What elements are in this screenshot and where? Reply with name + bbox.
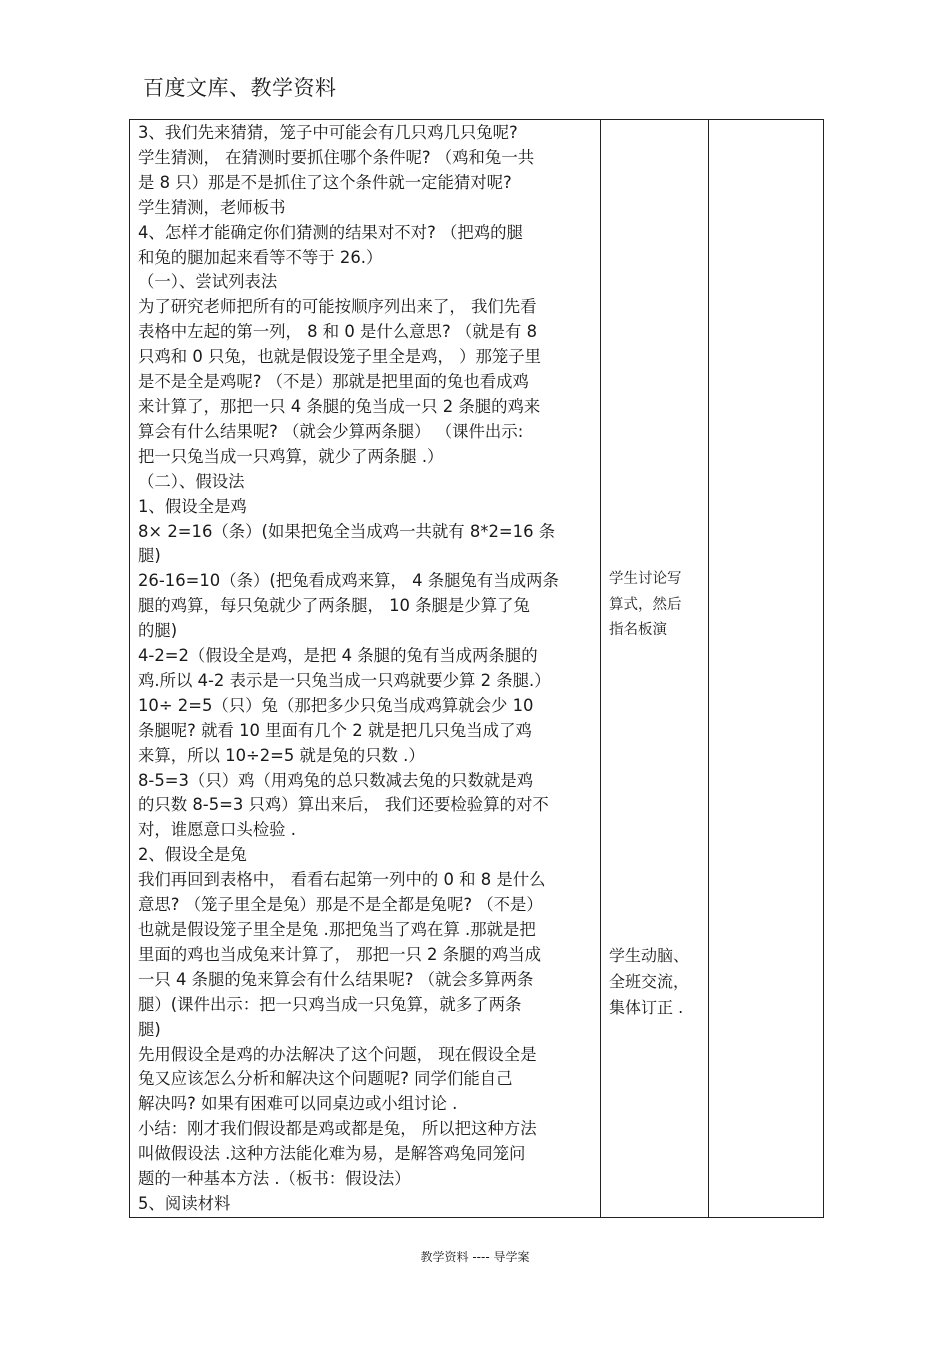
content-line: 腿) xyxy=(138,546,161,566)
content-line: 4、怎样才能确定你们猜测的结果对不对? （把鸡的腿 xyxy=(138,222,523,242)
content-line: （一）、尝试列表法 xyxy=(138,272,278,292)
content-line: 8× 2=16（条）(如果把兔全当成鸡一共就有 8*2=16 条 xyxy=(138,521,556,541)
content-line: 解决吗? 如果有困难可以同桌边或小组讨论 . xyxy=(138,1094,458,1114)
content-line: 算会有什么结果呢? （就会少算两条腿） （课件出示: xyxy=(138,421,524,441)
content-line: 来计算了，那把一只 4 条腿的兔当成一只 2 条腿的鸡来 xyxy=(138,396,541,416)
content-line: 题的一种基本方法 .（板书：假设法） xyxy=(138,1169,411,1189)
note-line: 学生讨论写 xyxy=(609,571,682,587)
content-line: 意思? （笼子里全是兔）那是不是全都是兔呢? （不是） xyxy=(138,895,543,915)
content-line: 学生猜测， 在猜测时要抓住哪个条件呢? （鸡和兔一共 xyxy=(138,147,535,167)
content-line: 鸡.所以 4-2 表示是一只兔当成一只鸡就要少算 2 条腿.） xyxy=(138,670,551,690)
content-line: 5、阅读材料 xyxy=(138,1193,231,1213)
content-line: 26-16=10（条）(把兔看成鸡来算， 4 条腿兔有当成两条 xyxy=(138,571,559,591)
content-line: 我们再回到表格中， 看看右起第一列中的 0 和 8 是什么 xyxy=(138,870,546,890)
student-activity-note-exchange xyxy=(609,943,689,1021)
note-line: 算式，然后 xyxy=(609,596,682,613)
student-activity-note-discussion xyxy=(609,567,682,644)
content-line: 来算，所以 10÷2=5 就是兔的只数 .） xyxy=(138,745,425,765)
content-line: 表格中左起的第一列， 8 和 0 是什么意思? （就是有 8 xyxy=(138,322,538,342)
content-line: 条腿呢? 就看 10 里面有几个 2 就是把几只兔当成了鸡 xyxy=(138,720,532,740)
content-line: 里面的鸡也当成兔来计算了， 那把一只 2 条腿的鸡当成 xyxy=(138,944,542,964)
content-line: 4-2=2（假设全是鸡，是把 4 条腿的兔有当成两条腿的 xyxy=(138,646,538,666)
lesson-content-cell xyxy=(130,120,601,1218)
content-line: 腿的鸡算，每只兔就少了两条腿， 10 条腿是少算了兔 xyxy=(138,596,530,616)
content-line: 和兔的腿加起来看等不等于 26.） xyxy=(138,247,383,267)
content-line: 先用假设全是鸡的办法解决了这个问题， 现在假设全是 xyxy=(138,1044,537,1064)
content-line: 是不是全是鸡呢? （不是）那就是把里面的兔也看成鸡 xyxy=(138,372,529,392)
table-row xyxy=(130,120,824,1218)
page-footer: 教学资料 ---- 导学案 xyxy=(420,1250,530,1264)
note-line: 全班交流， xyxy=(609,972,690,991)
lesson-table xyxy=(129,119,824,1218)
content-line: 1、假设全是鸡 xyxy=(138,496,247,516)
content-line: 叫做假设法 .这种方法能化难为易，是解答鸡兔同笼问 xyxy=(138,1144,526,1164)
note-line: 集体订正 . xyxy=(609,998,684,1017)
content-line: 小结：刚才我们假设都是鸡或都是兔， 所以把这种方法 xyxy=(138,1119,537,1139)
content-line: 的腿) xyxy=(138,621,178,641)
content-line: 只鸡和 0 只兔，也就是假设笼子里全是鸡， ）那笼子里 xyxy=(138,347,542,367)
content-line: 3、我们先来猜猜，笼子中可能会有几只鸡几只兔呢? xyxy=(138,123,518,142)
note-line: 指名板演 xyxy=(609,622,667,638)
content-line: 兔又应该怎么分析和解决这个问题呢? 同学们能自己 xyxy=(138,1069,513,1089)
content-line: 对，谁愿意口头检验 . xyxy=(138,820,296,840)
content-line: 是 8 只）那是不是抓住了这个条件就一定能猜对呢? xyxy=(138,172,512,192)
note-line: 学生动脑、 xyxy=(609,946,690,965)
content-line: 学生猜测，老师板书 xyxy=(138,197,286,217)
content-line: 把一只兔当成一只鸡算，就少了两条腿 .） xyxy=(138,446,444,466)
lesson-content xyxy=(130,120,600,1217)
content-line: 10÷ 2=5（只）兔（那把多少只兔当成鸡算就会少 10 xyxy=(138,695,534,715)
content-line: 腿）(课件出示：把一只鸡当成一只兔算，就多了两条 xyxy=(138,994,522,1014)
student-activity-cell xyxy=(601,120,709,1218)
content-line: 8-5=3（只）鸡（用鸡兔的总只数减去兔的只数就是鸡 xyxy=(138,770,534,790)
remarks-cell xyxy=(709,120,824,1218)
content-line: 的只数 8-5=3 只鸡）算出来后， 我们还要检验算的对不 xyxy=(138,795,549,815)
content-line: 腿) xyxy=(138,1019,161,1039)
content-line: 2、假设全是兔 xyxy=(138,845,247,865)
content-line: 为了研究老师把所有的可能按顺序列出来了， 我们先看 xyxy=(138,297,537,317)
content-line: 也就是假设笼子里全是兔 .那把兔当了鸡在算 .那就是把 xyxy=(138,920,536,939)
page-header: 百度文库、教学资料 xyxy=(143,76,337,100)
content-line: （二）、假设法 xyxy=(138,471,245,491)
content-line: 一只 4 条腿的兔来算会有什么结果呢? （就会多算两条 xyxy=(138,969,534,989)
